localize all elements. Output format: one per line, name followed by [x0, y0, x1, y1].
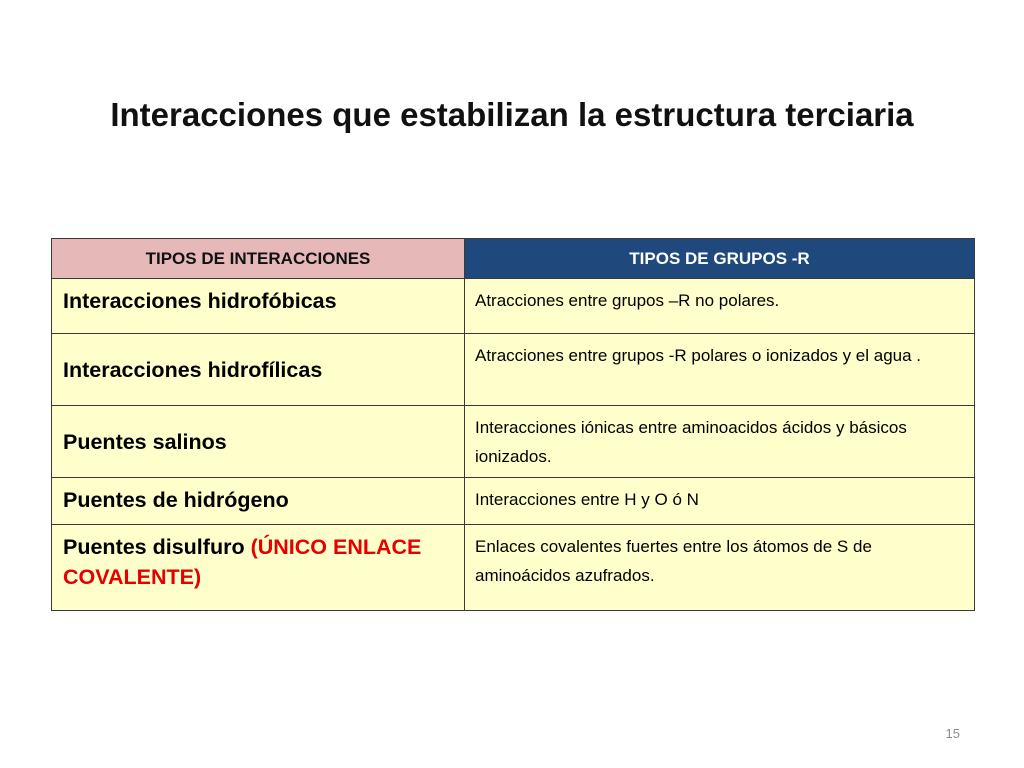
r-group-description: Atracciones entre grupos -R polares o ionizados y el agua .	[475, 346, 922, 365]
interaction-type-cell	[52, 334, 465, 406]
r-group-description: Interacciones iónicas entre aminoacidos ácidos y básicos ionizados.	[475, 418, 907, 466]
r-group-description: Enlaces covalentes fuertes entre los átomos de S de aminoácidos azufrados.	[475, 537, 872, 585]
interaction-type-cell	[52, 406, 465, 478]
table-row	[52, 279, 975, 334]
r-group-description: Atracciones entre grupos –R no polares.	[475, 291, 780, 310]
page-number: 15	[945, 726, 960, 741]
table-row	[52, 406, 975, 478]
interaction-type-cell	[52, 279, 465, 334]
interaction-type-cell	[52, 478, 465, 525]
interaction-type-cell	[52, 525, 465, 611]
interactions-table	[51, 238, 975, 611]
header-r-group-types: TIPOS DE GRUPOS -R	[465, 239, 975, 279]
interaction-type-label: Puentes disulfuro	[63, 535, 251, 559]
interaction-type-label: Puentes de hidrógeno	[63, 488, 289, 512]
table-row	[52, 334, 975, 406]
r-group-description: Interacciones entre H y O ó N	[475, 490, 699, 509]
interaction-type-label: Interacciones hidrofóbicas	[63, 289, 337, 313]
table-header-row	[52, 239, 975, 279]
r-group-cell	[465, 279, 975, 334]
slide-title: Interacciones que estabilizan la estructura terciaria	[110, 96, 914, 133]
r-group-cell	[465, 334, 975, 406]
interaction-type-label: Interacciones hidrofílicas	[63, 358, 323, 382]
r-group-cell	[465, 478, 975, 525]
r-group-cell	[465, 525, 975, 611]
table-row	[52, 478, 975, 525]
header-interaction-types: TIPOS DE INTERACCIONES	[52, 239, 465, 279]
r-group-cell	[465, 406, 975, 478]
interaction-type-label: Puentes salinos	[63, 430, 227, 454]
table-row	[52, 525, 975, 611]
covalent-bond-note: (ÚNICO ENLACE COVALENTE)	[63, 535, 422, 589]
